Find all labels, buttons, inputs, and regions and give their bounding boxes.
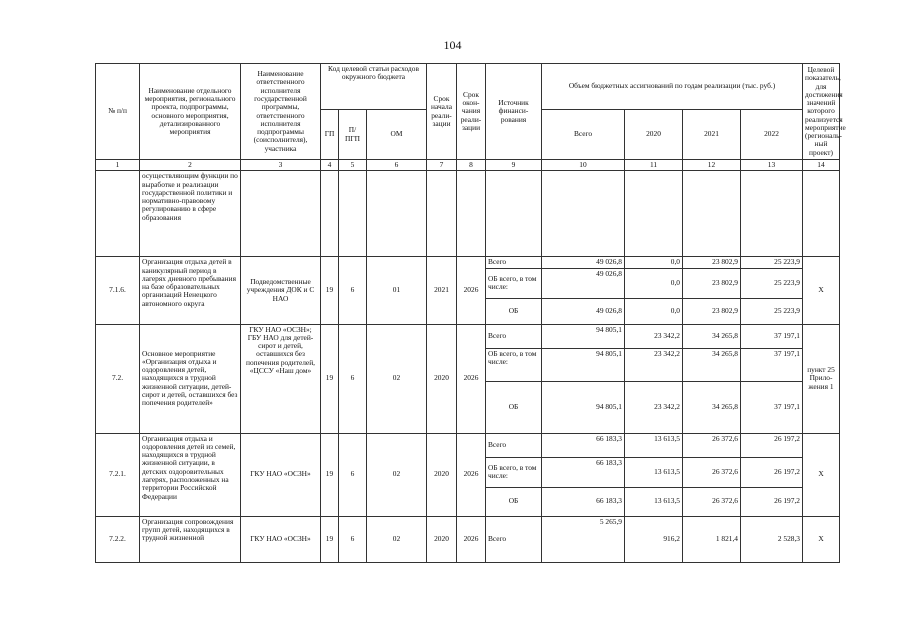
row-number: 7.2.1.	[96, 433, 140, 516]
row-executor: ГКУ НАО «ОСЗН»; ГБУ НАО для детей-сирот и детей, оставшихся без попечения родителей, «ЦССУ «Наш дом»	[241, 324, 321, 433]
header-gp: ГП	[321, 110, 339, 160]
header-total: Всего	[542, 110, 625, 160]
header-om: ОМ	[367, 110, 427, 160]
header-2021: 2021	[683, 110, 741, 160]
row-executor: ГКУ НАО «ОСЗН»	[241, 433, 321, 516]
row-target: Х	[803, 257, 840, 324]
table-row: ОБ 94 805,1 23 342,2 34 265,8 37 197,1	[96, 381, 840, 433]
header-pgp: П/ ПГП	[339, 110, 367, 160]
row-name: Основное мероприятие «Организация отдыха и оздоровления детей, находящихся в трудной жизненной ситуации, детей-сирот и детей, оставшихся без попечения родителей»	[140, 324, 241, 433]
budget-table	[95, 63, 846, 563]
row-executor: ГКУ НАО «ОСЗН»	[241, 516, 321, 562]
table-row: 7.2. Основное мероприятие «Организация отдыха и оздоровления детей, находящихся в трудной жизненной ситуации, детей-сирот и детей, оставшихся без попечения родителей» ГКУ НАО «ОСЗН»; ГБУ НАО для детей-сирот и детей, оставшихся без попечения родителей, «ЦССУ «Наш дом» 19 6 02 2020 2026 Всего 94 805,1 23 342,2 34 265,8 37 197,1 пункт 25 Приложения 1	[96, 324, 840, 348]
row-name: Организация отдыха детей в каникулярный период в лагерях дневного пребывания на базе образовательных организаций Ненецкого автономного округа	[140, 257, 241, 324]
table-row: 7.2.1. Организация отдыха и оздоровления детей из семей, находящихся в трудной жизненной ситуации, в детских оздоровительных лагерях, расположенных на территории Российской Федерации ГКУ НАО «ОСЗН» 19 6 02 2020 2026 Всего 66 183,3 13 613,5 26 372,6 26 197,2 Х	[96, 433, 840, 457]
row-number: 7.1.6.	[96, 257, 140, 324]
header-2020: 2020	[625, 110, 683, 160]
row-target: Х	[803, 516, 840, 562]
header-code: Код целевой статьи расходов окружного бюджета	[321, 64, 427, 110]
column-index-row: 1 2 3 4 5 6 7 8 9 10 11 12 13 14	[96, 160, 840, 171]
header-name: Наименование отдельного мероприятия, регионального проекта, подпрограммы, основного мероприятия, детализированного мероприятия	[140, 64, 241, 160]
header-executor: Наименование ответственного исполнителя государственной программы, ответственного исполнителя подпрограммы (соисполнителя), участника	[241, 64, 321, 160]
row-target: пункт 25 Приложения 1	[803, 324, 840, 433]
table-row: 7.2.2. Организация сопровождения групп детей, находящихся в трудной жизненной ГКУ НАО «ОСЗН» 19 6 02 2020 2026 Всего 5 265,9 916,2 1 821,4 2 528,3 Х	[96, 516, 840, 562]
row-number: 7.2.2.	[96, 516, 140, 562]
header-target: Целевой показатель, для достижения значений которого реализуется мероприятие (региональный проект)	[803, 64, 840, 160]
page-number: 104	[443, 38, 462, 52]
table-row	[96, 171, 840, 257]
row-continuation-name: осуществляющим функции по выработке и реализации государственной политики и нормативно-правовому регулированию в сфере образования	[140, 171, 241, 257]
table-row: ОБ всего, в том числе: 66 183,3 13 613,5 26 372,6 26 197,2	[96, 457, 840, 487]
header-volume: Объем бюджетных ассигнований по годам реализации (тыс. руб.)	[542, 64, 803, 110]
table-row: ОБ 66 183,3 13 613,5 26 372,6 26 197,2	[96, 487, 840, 516]
row-name: Организация сопровождения групп детей, находящихся в трудной жизненной	[140, 516, 241, 562]
table-row: ОБ всего, в том числе: 49 026,8 0,0 23 802,9 25 223,9	[96, 268, 840, 298]
row-target: Х	[803, 433, 840, 516]
source-total: Всего	[486, 257, 542, 268]
header-end: Срок окончания реализации	[457, 64, 486, 160]
row-number: 7.2.	[96, 324, 140, 433]
table-row: 7.1.6. Организация отдыха детей в каникулярный период в лагерях дневного пребывания на базе образовательных организаций Ненецкого автономного округа Подведомственные учреждения ДОК и С НАО 19 6 01 2021 2026 Всего 49 026,8 0,0 23 802,9 25 223,9 Х	[96, 257, 840, 268]
header-2022: 2022	[741, 110, 803, 160]
header-start: Срок начала реализации	[427, 64, 457, 160]
row-executor: Подведомственные учреждения ДОК и С НАО	[241, 257, 321, 324]
table-row: ОБ 49 026,8 0,0 23 802,9 25 223,9	[96, 298, 840, 324]
header-source: Источник финансирования	[486, 64, 542, 160]
row-name: Организация отдыха и оздоровления детей из семей, находящихся в трудной жизненной ситуации, в детских оздоровительных лагерях, расположенных на территории Российской Федерации	[140, 433, 241, 516]
header-num: № п/п	[96, 64, 140, 160]
table-row: ОБ всего, в том числе: 94 805,1 23 342,2 34 265,8 37 197,1	[96, 348, 840, 381]
